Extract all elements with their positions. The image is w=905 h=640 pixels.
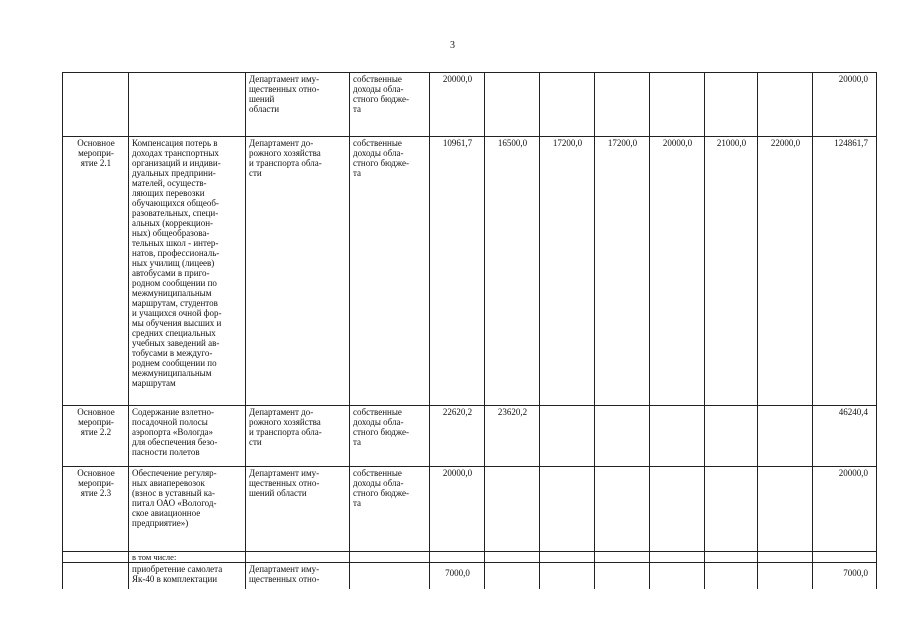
year-value-cell: [595, 73, 650, 137]
budget-table: [62, 72, 877, 591]
table-row: [63, 467, 877, 552]
funding-source-cell: собственные доходы обла- стного бюдже- та: [350, 73, 430, 137]
table-row: [63, 406, 877, 467]
year-value-cell: 22000,0: [758, 137, 813, 406]
year-value-cell: [595, 552, 650, 563]
year-value-cell: [758, 467, 813, 552]
year-value-cell: [650, 552, 705, 563]
activity-name-cell: Содержание взлетно- посадочной полосы аэропорта «Вологда» для обеспечения безо- пасности полетов: [129, 406, 246, 467]
activity-code-cell: [63, 73, 129, 137]
year-value-cell: [650, 563, 705, 591]
executor-cell: Департамент до- рожного хозяйства и транспорта обла- сти: [246, 406, 350, 467]
year-value-cell: 20000,0: [650, 137, 705, 406]
year-value-cell: [540, 552, 595, 563]
executor-cell: Департамент до- рожного хозяйства и транспорта обла- сти: [246, 137, 350, 406]
funding-source-cell: [350, 563, 430, 591]
year-value-cell: [758, 563, 813, 591]
year-value-cell: [485, 467, 540, 552]
year-value-cell: 17200,0: [595, 137, 650, 406]
activity-name-cell: Компенсация потерь в доходах транспортных организаций и индиви- дуальных предприни- мателей, осуществ- ляющих перевозки обучающихся общеоб- разовательных, специ- альных (коррекцион- ных) общеобразова- тельных школ - интер- натов, профессиональ- ных училищ (лицеев) автобусами в приго- родном сообщении по межмуниципальным маршрутам, студентов и учащихся очной фор- мы обучения высших и средних специальных учебных заведений ав- тобусами в междуго- роднем сообщении по межмуниципальным маршрутам: [129, 137, 246, 406]
year-value-cell: [485, 552, 540, 563]
year-value-cell: [595, 406, 650, 467]
funding-source-cell: [350, 552, 430, 563]
year-value-cell: [485, 73, 540, 137]
activity-code-cell: [63, 563, 129, 591]
total-cell: 7000,0: [813, 563, 877, 591]
page-number: 3: [450, 40, 455, 51]
year-value-cell: [705, 467, 758, 552]
year-value-cell: [705, 406, 758, 467]
total-cell: 124861,7: [813, 137, 877, 406]
year-value-cell: [540, 563, 595, 591]
table-row: [63, 137, 877, 406]
year-value-cell: [650, 73, 705, 137]
activity-code-cell: Основное меропри- ятие 2.3: [63, 467, 129, 552]
year-value-cell: 20000,0: [430, 467, 485, 552]
activity-code-cell: Основное меропри- ятие 2.2: [63, 406, 129, 467]
year-value-cell: 20000,0: [430, 73, 485, 137]
year-value-cell: [758, 406, 813, 467]
activity-name-cell: приобретение самолета Як-40 в комплектации: [129, 563, 246, 591]
year-value-cell: 17200,0: [540, 137, 595, 406]
funding-source-cell: собственные доходы обла- стного бюдже- та: [350, 467, 430, 552]
activity-code-cell: Основное меропри- ятие 2.1: [63, 137, 129, 406]
activity-name-cell: в том числе:: [129, 552, 246, 563]
activity-code-cell: [63, 552, 129, 563]
total-cell: 20000,0: [813, 73, 877, 137]
page-bottom-margin: [0, 589, 905, 640]
year-value-cell: [595, 563, 650, 591]
year-value-cell: [540, 467, 595, 552]
table-row: [63, 563, 877, 591]
year-value-cell: 21000,0: [705, 137, 758, 406]
year-value-cell: [650, 406, 705, 467]
total-cell: [813, 552, 877, 563]
year-value-cell: [758, 73, 813, 137]
executor-cell: [246, 552, 350, 563]
year-value-cell: [595, 467, 650, 552]
executor-cell: Департамент иму- щественных отно-: [246, 563, 350, 591]
year-value-cell: [540, 73, 595, 137]
executor-cell: Департамент иму- щественных отно- шений области: [246, 73, 350, 137]
year-value-cell: [485, 563, 540, 591]
year-value-cell: 10961,7: [430, 137, 485, 406]
total-cell: 46240,4: [813, 406, 877, 467]
year-value-cell: 23620,2: [485, 406, 540, 467]
activity-name-cell: Обеспечение регуляр- ных авиаперевозок (взнос в уставный ка- питал ОАО «Вологод- ское авиационное предприятие»): [129, 467, 246, 552]
funding-source-cell: собственные доходы обла- стного бюдже- та: [350, 406, 430, 467]
table-row: [63, 73, 877, 137]
year-value-cell: [705, 73, 758, 137]
year-value-cell: [705, 552, 758, 563]
executor-cell: Департамент иму- щественных отно- шений области: [246, 467, 350, 552]
funding-source-cell: собственные доходы обла- стного бюдже- та: [350, 137, 430, 406]
year-value-cell: [758, 552, 813, 563]
year-value-cell: 7000,0: [430, 563, 485, 591]
year-value-cell: [540, 406, 595, 467]
year-value-cell: 22620,2: [430, 406, 485, 467]
total-cell: 20000,0: [813, 467, 877, 552]
table-row: [63, 552, 877, 563]
activity-name-cell: [129, 73, 246, 137]
year-value-cell: 16500,0: [485, 137, 540, 406]
year-value-cell: [705, 563, 758, 591]
year-value-cell: [650, 467, 705, 552]
year-value-cell: [430, 552, 485, 563]
